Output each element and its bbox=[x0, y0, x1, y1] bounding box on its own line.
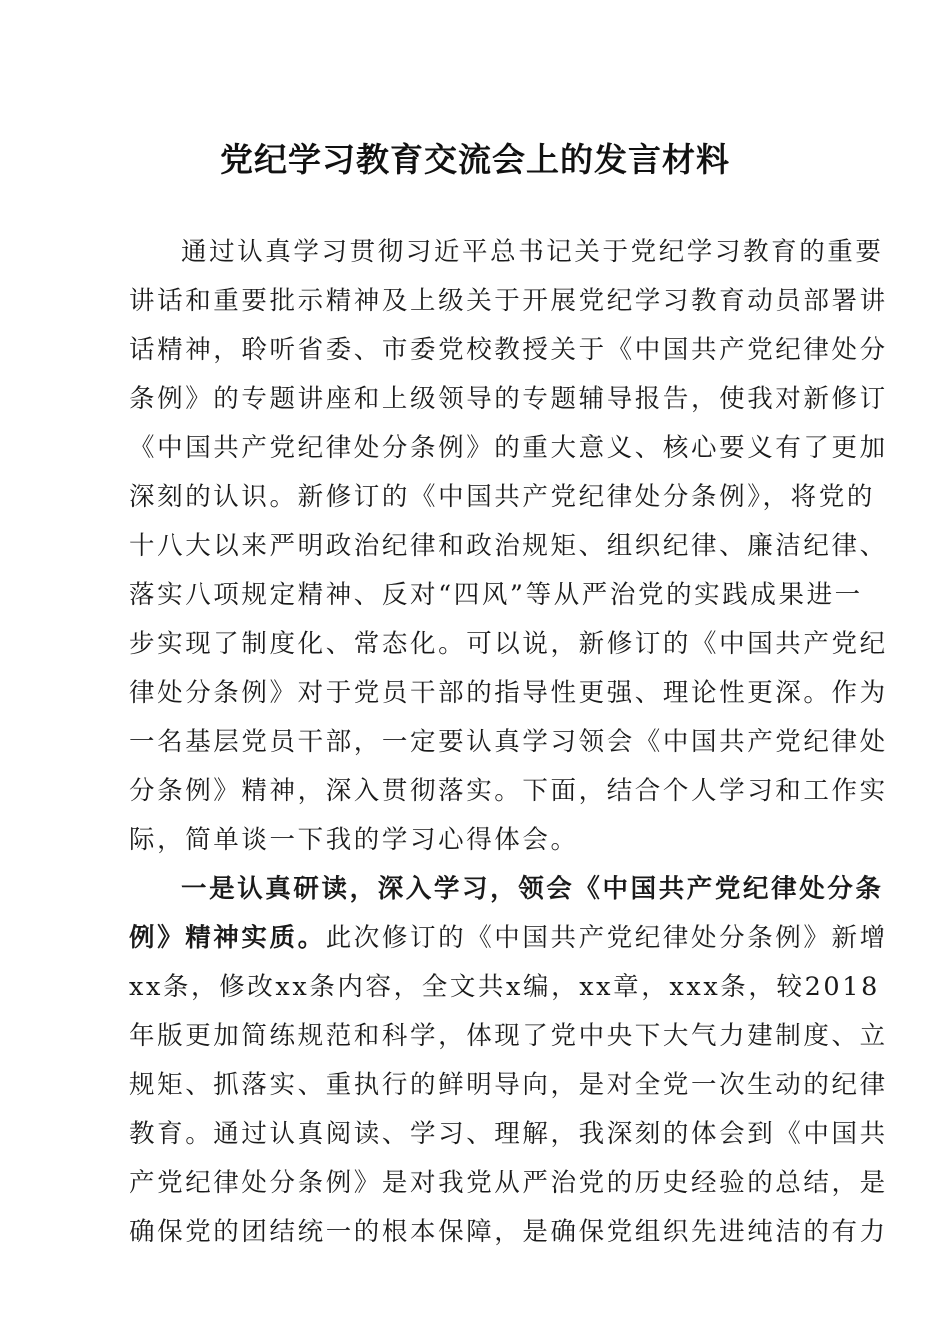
body-line: 教育。通过认真阅读、学习、理解，我深刻的体会到《中国共 bbox=[129, 1119, 888, 1149]
section-heading: 一是认真研读，深入学习，领会《中国共产党纪律处分条 bbox=[181, 874, 884, 904]
body-line: 讲话和重要批示精神及上级关于开展党纪学习教育动员部署讲 bbox=[129, 286, 888, 316]
body-line: 确保党的团结统一的根本保障，是确保党组织先进纯洁的有力 bbox=[129, 1217, 888, 1247]
body-line: 产党纪律处分条例》是对我党从严治党的历史经验的总结，是 bbox=[129, 1168, 888, 1198]
body-line: 话精神，聆听省委、市委党校教授关于《中国共产党纪律处分 bbox=[129, 335, 888, 365]
body-line: 步实现了制度化、常态化。可以说，新修订的《中国共产党纪 bbox=[129, 629, 888, 659]
body-line: 深刻的认识。新修订的《中国共产党纪律处分条例》，将党的 bbox=[129, 482, 875, 512]
document-title: 党纪学习教育交流会上的发言材料 bbox=[220, 140, 730, 179]
body-line: 年版更加简练规范和科学，体现了党中央下大气力建制度、立 bbox=[129, 1021, 888, 1051]
body-line: 十八大以来严明政治纪律和政治规矩、组织纪律、廉洁纪律、 bbox=[129, 531, 888, 561]
body-line: 一名基层党员干部，一定要认真学习领会《中国共产党纪律处 bbox=[129, 727, 888, 757]
body-line: 《中国共产党纪律处分条例》的重大意义、核心要义有了更加 bbox=[129, 433, 888, 463]
document-body bbox=[129, 228, 888, 1257]
body-line: 规矩、抓落实、重执行的鲜明导向，是对全党一次生动的纪律 bbox=[129, 1070, 888, 1100]
body-line bbox=[129, 914, 888, 963]
body-line: 际，简单谈一下我的学习心得体会。 bbox=[129, 825, 579, 855]
body-line: 律处分条例》对于党员干部的指导性更强、理论性更深。作为 bbox=[129, 678, 888, 708]
body-line: 通过认真学习贯彻习近平总书记关于党纪学习教育的重要 bbox=[181, 237, 884, 267]
body-line: xx条，修改xx条内容，全文共x编，xx章，xxx条，较2018 bbox=[129, 972, 880, 1002]
body-line: 落实八项规定精神、反对“四风”等从严治党的实践成果进一 bbox=[129, 580, 863, 610]
body-line: 分条例》精神，深入贯彻落实。下面，结合个人学习和工作实 bbox=[129, 776, 888, 806]
body-line-rest: 此次修订的《中国共产党纪律处分条例》新增 bbox=[325, 923, 888, 953]
body-line: 条例》的专题讲座和上级领导的专题辅导报告，使我对新修订 bbox=[129, 384, 888, 414]
section-heading-continued: 例》精神实质。 bbox=[129, 923, 326, 953]
